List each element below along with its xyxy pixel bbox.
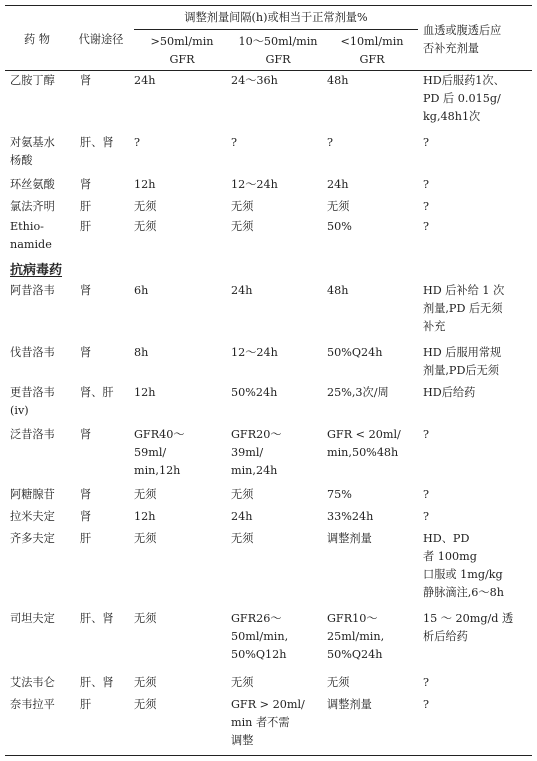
drug-cell: 拉米夫定 xyxy=(10,510,55,523)
route-cell: 肾 xyxy=(80,346,92,359)
lt10-cell: 33%24h xyxy=(327,510,374,523)
gt50-cell: 59ml/ xyxy=(134,446,167,459)
gt50-cell: 无须 xyxy=(134,200,157,213)
gt50-cell: 无须 xyxy=(134,532,157,545)
dialysis-cell: 剂量,PD后无须 xyxy=(423,364,499,377)
drug-cell: 对氨基水 xyxy=(10,136,55,149)
lt10-cell: 48h xyxy=(327,74,349,87)
dialysis-cell: ? xyxy=(423,200,429,213)
dialysis-cell: 者 100mg xyxy=(423,550,477,563)
route-cell: 肾 xyxy=(80,178,92,191)
route-cell: 肝、肾 xyxy=(80,612,114,625)
dialysis-cell: ? xyxy=(423,676,429,689)
drug-cell: 司坦夫定 xyxy=(10,612,55,625)
lt10-cell: 调整剂量 xyxy=(327,698,372,711)
dialysis-cell: kg,48h1次 xyxy=(423,110,481,123)
lt10-cell: 50%Q24h xyxy=(327,346,383,359)
header-col-10-50: 10～50ml/min xyxy=(238,35,318,48)
mid-cell: 12～24h xyxy=(231,346,278,359)
lt10-cell: 75% xyxy=(327,488,352,501)
dialysis-cell: 静脉滴注,6～8h xyxy=(423,586,504,599)
lt10-cell: 50% xyxy=(327,220,352,233)
route-cell: 肾 xyxy=(80,488,92,501)
mid-cell: 调整 xyxy=(231,734,254,747)
dialysis-cell: HD、PD xyxy=(423,532,470,545)
dialysis-cell: HD 后补给 1 次 xyxy=(423,284,505,297)
dialysis-cell: ? xyxy=(423,136,429,149)
route-cell: 肝 xyxy=(80,220,92,233)
lt10-cell: 48h xyxy=(327,284,349,297)
lt10-cell: min,50%48h xyxy=(327,446,399,459)
gt50-cell: 无须 xyxy=(134,612,157,625)
route-cell: 肾 xyxy=(80,284,92,297)
drug-cell: 杨酸 xyxy=(10,154,33,167)
dialysis-cell: PD 后 0.015g/ xyxy=(423,92,501,105)
header-dialysis-line1: 血透或腹透后应 xyxy=(423,24,502,37)
drug-cell: Ethio- xyxy=(10,220,44,233)
gt50-cell: 12h xyxy=(134,386,156,399)
header-gfr-3: GFR xyxy=(359,53,385,66)
table-top-rule xyxy=(5,5,532,6)
drug-cell: 齐多夫定 xyxy=(10,532,55,545)
lt10-cell: ? xyxy=(327,136,333,149)
mid-cell: 无须 xyxy=(231,200,254,213)
drug-cell: 伐昔洛韦 xyxy=(10,346,55,359)
gt50-cell: 8h xyxy=(134,346,149,359)
lt10-cell: 25ml/min, xyxy=(327,630,385,643)
drug-cell: 氯法齐明 xyxy=(10,200,55,213)
mid-cell: 50ml/min, xyxy=(231,630,289,643)
drug-cell: 艾法韦仑 xyxy=(10,676,55,689)
mid-cell: GFR26～ xyxy=(231,612,282,625)
mid-cell: min 者不需 xyxy=(231,716,290,729)
gt50-cell: 24h xyxy=(134,74,156,87)
route-cell: 肝 xyxy=(80,200,92,213)
gt50-cell: 无须 xyxy=(134,220,157,233)
lt10-cell: GFR10～ xyxy=(327,612,378,625)
mid-cell: 无须 xyxy=(231,220,254,233)
route-cell: 肝、肾 xyxy=(80,676,114,689)
dialysis-cell: ? xyxy=(423,220,429,233)
mid-cell: 无须 xyxy=(231,488,254,501)
section-title-antiviral: 抗病毒药 xyxy=(10,263,63,278)
gt50-cell: 无须 xyxy=(134,676,157,689)
lt10-cell: 无须 xyxy=(327,676,350,689)
gt50-cell: min,12h xyxy=(134,464,181,477)
dialysis-cell: 15 ～ 20mg/d 透 xyxy=(423,612,514,625)
lt10-cell: 50%Q24h xyxy=(327,648,383,661)
route-cell: 肾 xyxy=(80,510,92,523)
gt50-cell: ? xyxy=(134,136,140,149)
header-gfr-1: GFR xyxy=(169,53,195,66)
header-dialysis-line2: 否补充剂量 xyxy=(423,42,479,55)
lt10-cell: 无须 xyxy=(327,200,350,213)
mid-cell: GFR20～ xyxy=(231,428,282,441)
header-bottom-rule xyxy=(5,70,532,71)
lt10-cell: 25%,3次/周 xyxy=(327,386,389,399)
header-col-gt50: >50ml/min xyxy=(150,35,214,48)
dialysis-cell: ? xyxy=(423,510,429,523)
drug-cell: 阿糖腺苷 xyxy=(10,488,55,501)
dialysis-cell: 剂量,PD 后无须 xyxy=(423,302,503,315)
route-cell: 肾 xyxy=(80,74,92,87)
route-cell: 肝 xyxy=(80,698,92,711)
header-sub-rule xyxy=(134,29,418,30)
dialysis-cell: HD后服药1次、 xyxy=(423,74,505,87)
header-gfr-2: GFR xyxy=(265,53,291,66)
header-route: 代谢途径 xyxy=(78,33,124,46)
header-col-lt10: <10ml/min xyxy=(340,35,404,48)
lt10-cell: 24h xyxy=(327,178,349,191)
route-cell: 肝 xyxy=(80,532,92,545)
mid-cell: 无须 xyxy=(231,676,254,689)
dialysis-cell: 析后给药 xyxy=(423,630,468,643)
mid-cell: 无须 xyxy=(231,532,254,545)
drug-cell: 乙胺丁醇 xyxy=(10,74,55,87)
drug-cell: 奈韦拉平 xyxy=(10,698,55,711)
gt50-cell: 12h xyxy=(134,178,156,191)
mid-cell: 24～36h xyxy=(231,74,278,87)
drug-cell: 更昔洛韦 xyxy=(10,386,55,399)
table-bottom-rule xyxy=(5,755,532,756)
dialysis-cell: ? xyxy=(423,698,429,711)
dialysis-cell: 补充 xyxy=(423,320,446,333)
dialysis-cell: ? xyxy=(423,178,429,191)
header-adjust: 调整剂量间隔(h)或相当于正常剂量% xyxy=(184,11,368,24)
gt50-cell: 6h xyxy=(134,284,149,297)
dialysis-cell: HD后给药 xyxy=(423,386,476,399)
mid-cell: 39ml/ xyxy=(231,446,264,459)
mid-cell: 50%24h xyxy=(231,386,278,399)
lt10-cell: GFR < 20ml/ xyxy=(327,428,401,441)
dialysis-cell: 口服或 1mg/kg xyxy=(423,568,503,581)
dialysis-cell: ? xyxy=(423,488,429,501)
drug-cell: namide xyxy=(10,238,52,251)
gt50-cell: GFR40～ xyxy=(134,428,185,441)
mid-cell: 24h xyxy=(231,284,253,297)
mid-cell: ? xyxy=(231,136,237,149)
gt50-cell: 12h xyxy=(134,510,156,523)
drug-cell: 环丝氨酸 xyxy=(10,178,55,191)
route-cell: 肾 xyxy=(80,428,92,441)
header-drug: 药 物 xyxy=(24,33,50,46)
route-cell: 肾、肝 xyxy=(80,386,114,399)
lt10-cell: 调整剂量 xyxy=(327,532,372,545)
mid-cell: min,24h xyxy=(231,464,278,477)
route-cell: 肝、肾 xyxy=(80,136,114,149)
mid-cell: GFR > 20ml/ xyxy=(231,698,305,711)
drug-cell: 阿昔洛韦 xyxy=(10,284,55,297)
mid-cell: 50%Q12h xyxy=(231,648,287,661)
dialysis-cell: ? xyxy=(423,428,429,441)
gt50-cell: 无须 xyxy=(134,698,157,711)
gt50-cell: 无须 xyxy=(134,488,157,501)
mid-cell: 12～24h xyxy=(231,178,278,191)
drug-cell: (iv) xyxy=(10,404,29,417)
drug-cell: 泛昔洛韦 xyxy=(10,428,55,441)
dialysis-cell: HD 后服用常规 xyxy=(423,346,502,359)
mid-cell: 24h xyxy=(231,510,253,523)
